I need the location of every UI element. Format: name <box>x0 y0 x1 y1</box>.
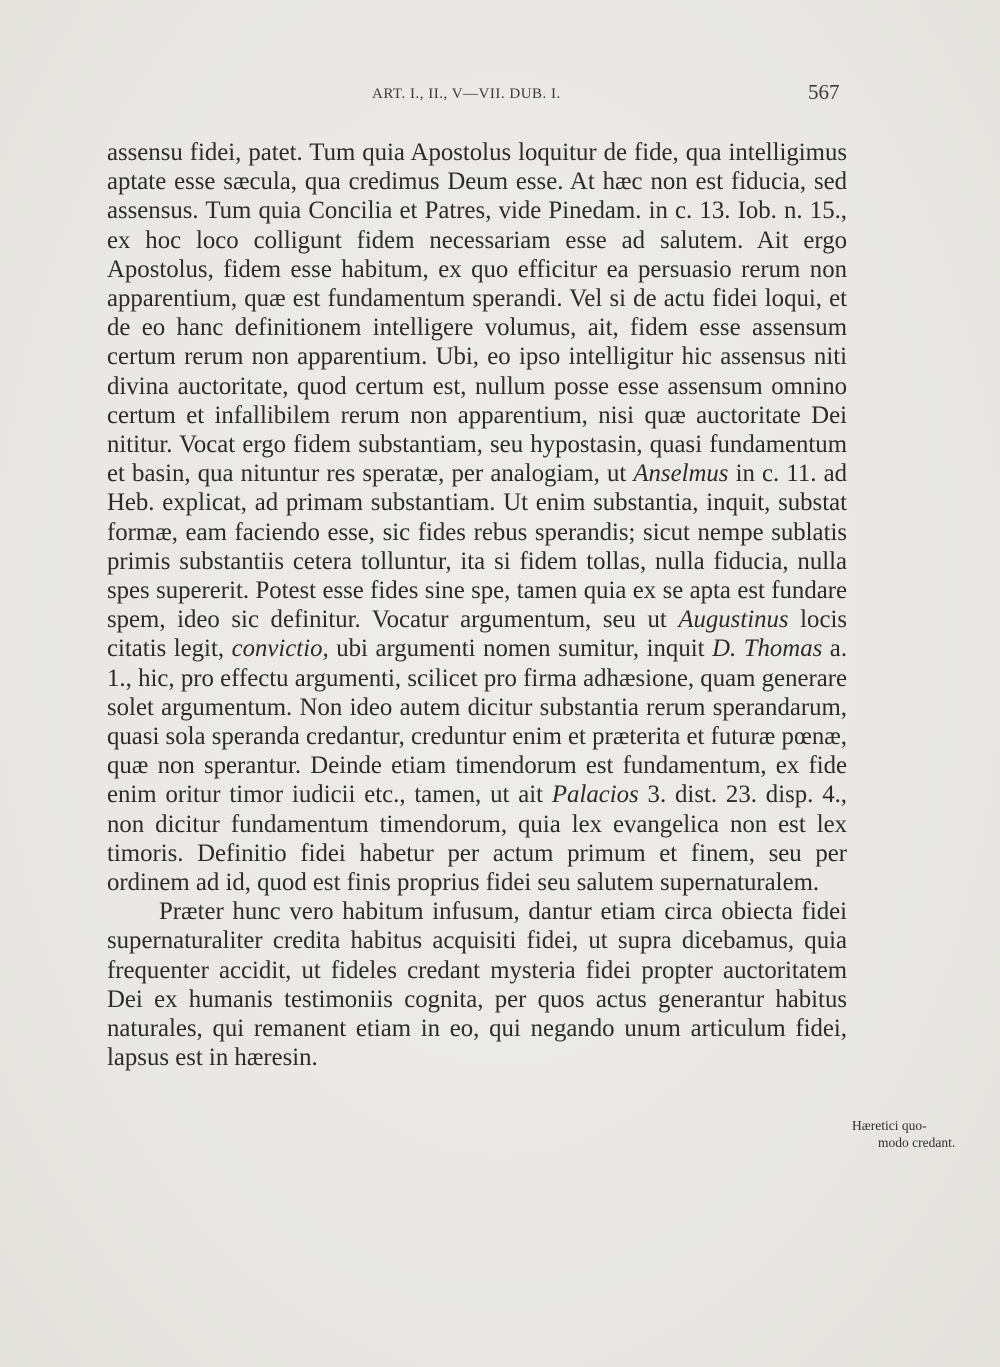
text-run: 3. dist. 23. disp. 4., non dicitur fundamentum timendorum, quia lex evangelica non est lex timoris. Definitio fidei habetur per actum primum et finem, seu per ordinem ad id, quod est finis proprius fidei seu salutem supernaturalem. <box>107 781 848 897</box>
text-run: locis citatis legit, <box>107 606 847 663</box>
author-name-thomas: D. Thomas <box>712 635 823 663</box>
author-name-anselmus: Anselmus <box>633 460 729 488</box>
body-text <box>107 138 847 1073</box>
paragraph-1 <box>107 138 847 897</box>
text-run: a. 1., hic, pro effectu argumenti, scilicet pro firma adhæsione, quam generare solet argumentum. Non ideo autem dicitur substantia rerum sperandarum, quasi sola speranda credantur, creduntur enim et præterita et futuræ pœnæ, quæ non sperantur. Deinde etiam timendorum est fundamentum, ex fide enim oritur timor iudicii etc., tamen, ut ait <box>107 635 848 809</box>
margin-note-line-1: Hæretici quo- <box>852 1118 927 1133</box>
text-run: assensu fidei, patet. Tum quia Apostolus loquitur de fide, qua intelligimus aptate esse sæcula, qua credimus Deum esse. At hæc non est fiducia, sed assensus. Tum quia Concilia et Patres, vide Pinedam. in c. 13. Iob. n. 15., ex hoc loco colligunt fidem necessariam esse ad salutem. Ait ergo Apostolus, fidem esse habitum, ex quo efficitur ea persuasio rerum non apparentium, quæ est fundamentum sperandi. Vel si de actu fidei loqui, et de eo hanc definitionem intelligere volumus, ait, fidem esse assensum certum rerum non apparentium. Ubi, eo ipso intelligitur hic assensus niti divina auctoritate, quod certum est, nullum posse esse assensum omnino certum et infallibilem rerum non apparentium, nisi quæ auctoritate Dei nititur. Vocat ergo fidem substantiam, seu hypostasin, quasi fundamentum et basin, qua nituntur res speratæ, per analogiam, ut <box>107 139 847 488</box>
margin-note <box>852 1117 962 1151</box>
author-name-augustinus: Augustinus <box>678 606 789 634</box>
term-convictio: convictio, <box>231 635 329 663</box>
running-head: ART. I., II., V—VII. DUB. I. <box>372 86 561 102</box>
author-name-palacios: Palacios <box>551 781 639 809</box>
page-number: 567 <box>808 80 840 104</box>
text-run: ubi argumenti nomen sumitur, inquit <box>328 635 713 663</box>
text-run: in c. 11. ad Heb. explicat, ad primam substantiam. Ut enim substantia, inquit, substat formæ, eam faciendo esse, sic fides rebus sperandis; sicut nempe sublatis primis substantiis cetera tolluntur, ita si fidem tollas, nulla fiducia, nulla spes supererit. Potest esse fides sine spe, tamen quia ex se apta est fundare spem, ideo sic definitur. Vocatur argumentum, seu ut <box>107 460 848 634</box>
margin-note-line-2: modo credant. <box>878 1135 956 1150</box>
paragraph-2: Præter hunc vero habitum infusum, dantur etiam circa obiecta fidei supernaturaliter credita habitus acquisiti fidei, ut supra dicebamus, quia frequenter accidit, ut fideles credant mysteria fidei propter auctoritatem Dei ex humanis testimoniis cognita, per quos actus generantur habitus naturales, qui remanent etiam in eo, qui negando unum articulum fidei, lapsus est in hæresin. <box>107 898 847 1072</box>
